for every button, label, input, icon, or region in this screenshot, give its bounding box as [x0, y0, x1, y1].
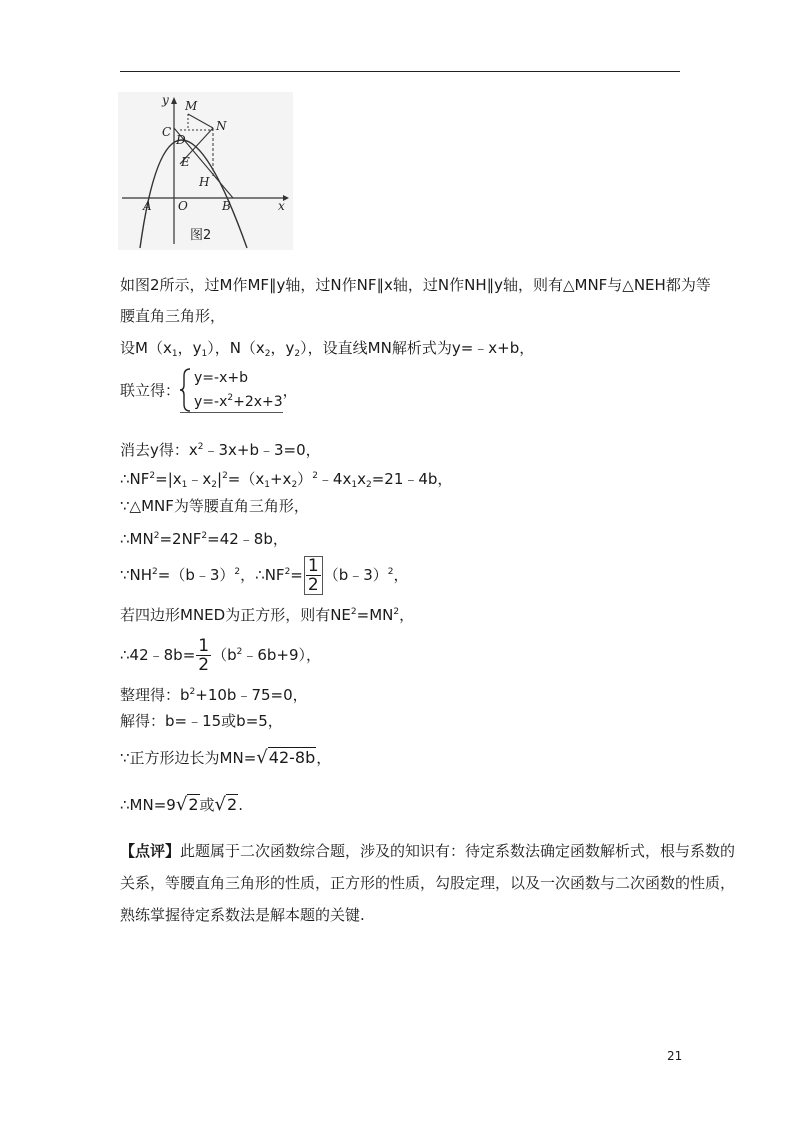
label-B: B — [222, 199, 231, 213]
figure-background — [118, 92, 293, 250]
label-M: M — [185, 99, 198, 113]
label-x: x — [278, 199, 285, 213]
square-condition-line: 若四边形MNED为正方形，则有$NE^2=MN^2$， — [120, 606, 415, 624]
sqrt-icon: √ — [214, 794, 226, 815]
comment-tag: 【点评】 — [120, 842, 181, 860]
side-length-line: ∵正方形边长为MN=√42-8b， — [120, 747, 332, 768]
comment-line3: 熟练掌握待定系数法是解本题的关键. — [120, 906, 365, 924]
eliminate-line: 消去y得：$x^2﹣3x+b﹣3=0$， — [120, 441, 321, 459]
figure-caption: 图2 — [190, 228, 212, 243]
parabola-graph — [118, 92, 293, 250]
equation-line: ∴42﹣8b= $\frac{1}{2}$ $(b^2﹣6b+9)$， — [120, 636, 322, 675]
label-y: y — [162, 93, 169, 107]
nf-squared-line: $\therefore NF^2=|x_1﹣x_2|^2=(x_1+x_2)^2﹣4x_1x_2=21﹣4b$， — [120, 470, 453, 490]
left-brace-icon — [180, 368, 192, 412]
parabola-figure — [118, 92, 293, 250]
system-eq2: $y=-x^2+2x+3$ — [194, 393, 283, 410]
system-line: 联立得： y=-x+b $y=-x^2+2x+3$ ， — [120, 368, 690, 413]
label-O: O — [178, 199, 188, 213]
label-H: H — [199, 175, 210, 189]
page-number: 21 — [667, 1049, 683, 1063]
label-N: N — [216, 119, 227, 133]
para1-line1: 如图2所示，过M作MF∥y轴，过N作NF∥x轴，过N作NH∥y轴，则有△MNF与△NEH都为等 — [120, 276, 711, 294]
comment-line1: 【点评】此题属于二次函数综合题，涉及的知识有：待定系数法确定函数解析式，根与系数的 — [120, 842, 736, 860]
solve-line: 解得：b=﹣15或b=5， — [120, 712, 283, 730]
sqrt-icon: √ — [256, 747, 268, 768]
result-line: ∴MN=9√2或√2. — [120, 794, 243, 815]
system-eq1: y=-x+b — [194, 370, 248, 386]
because-isoceles-line: ∵△MNF为等腰直角三角形， — [120, 497, 309, 515]
comment-line2: 关系，等腰直角三角形的性质，正方形的性质，勾股定理，以及一次函数与二次函数的性质， — [120, 874, 736, 892]
sqrt-icon: √ — [175, 794, 188, 815]
mn-squared-line: $\therefore MN^2=2NF^2=42﹣8b$， — [120, 530, 288, 548]
label-C: C — [162, 125, 172, 139]
set-line: 设$M(x_1$，$y_1$），$N(x_2$，$y_2$），设直线MN解析式为y=﹣x+b， — [120, 339, 535, 359]
fraction-one-half-2: $\frac{1}{2}$ — [198, 636, 210, 675]
header-rule — [120, 71, 680, 72]
label-E: E — [181, 155, 190, 169]
label-D: D — [176, 133, 186, 147]
simplify-line: 整理得：$b^2+10b﹣75=0$， — [120, 686, 308, 704]
label-A: A — [143, 199, 152, 213]
equation-system — [180, 368, 283, 413]
fraction-one-half: $\frac{1}{2}$ — [304, 556, 323, 595]
nh-squared-line: $\because NH^2=(b﹣3)^2$，$\therefore NF^2=$ $\frac{1}{2}$ （b﹣3）$^2$， — [120, 556, 409, 595]
para1-line2: 腰直角三角形， — [120, 307, 226, 325]
